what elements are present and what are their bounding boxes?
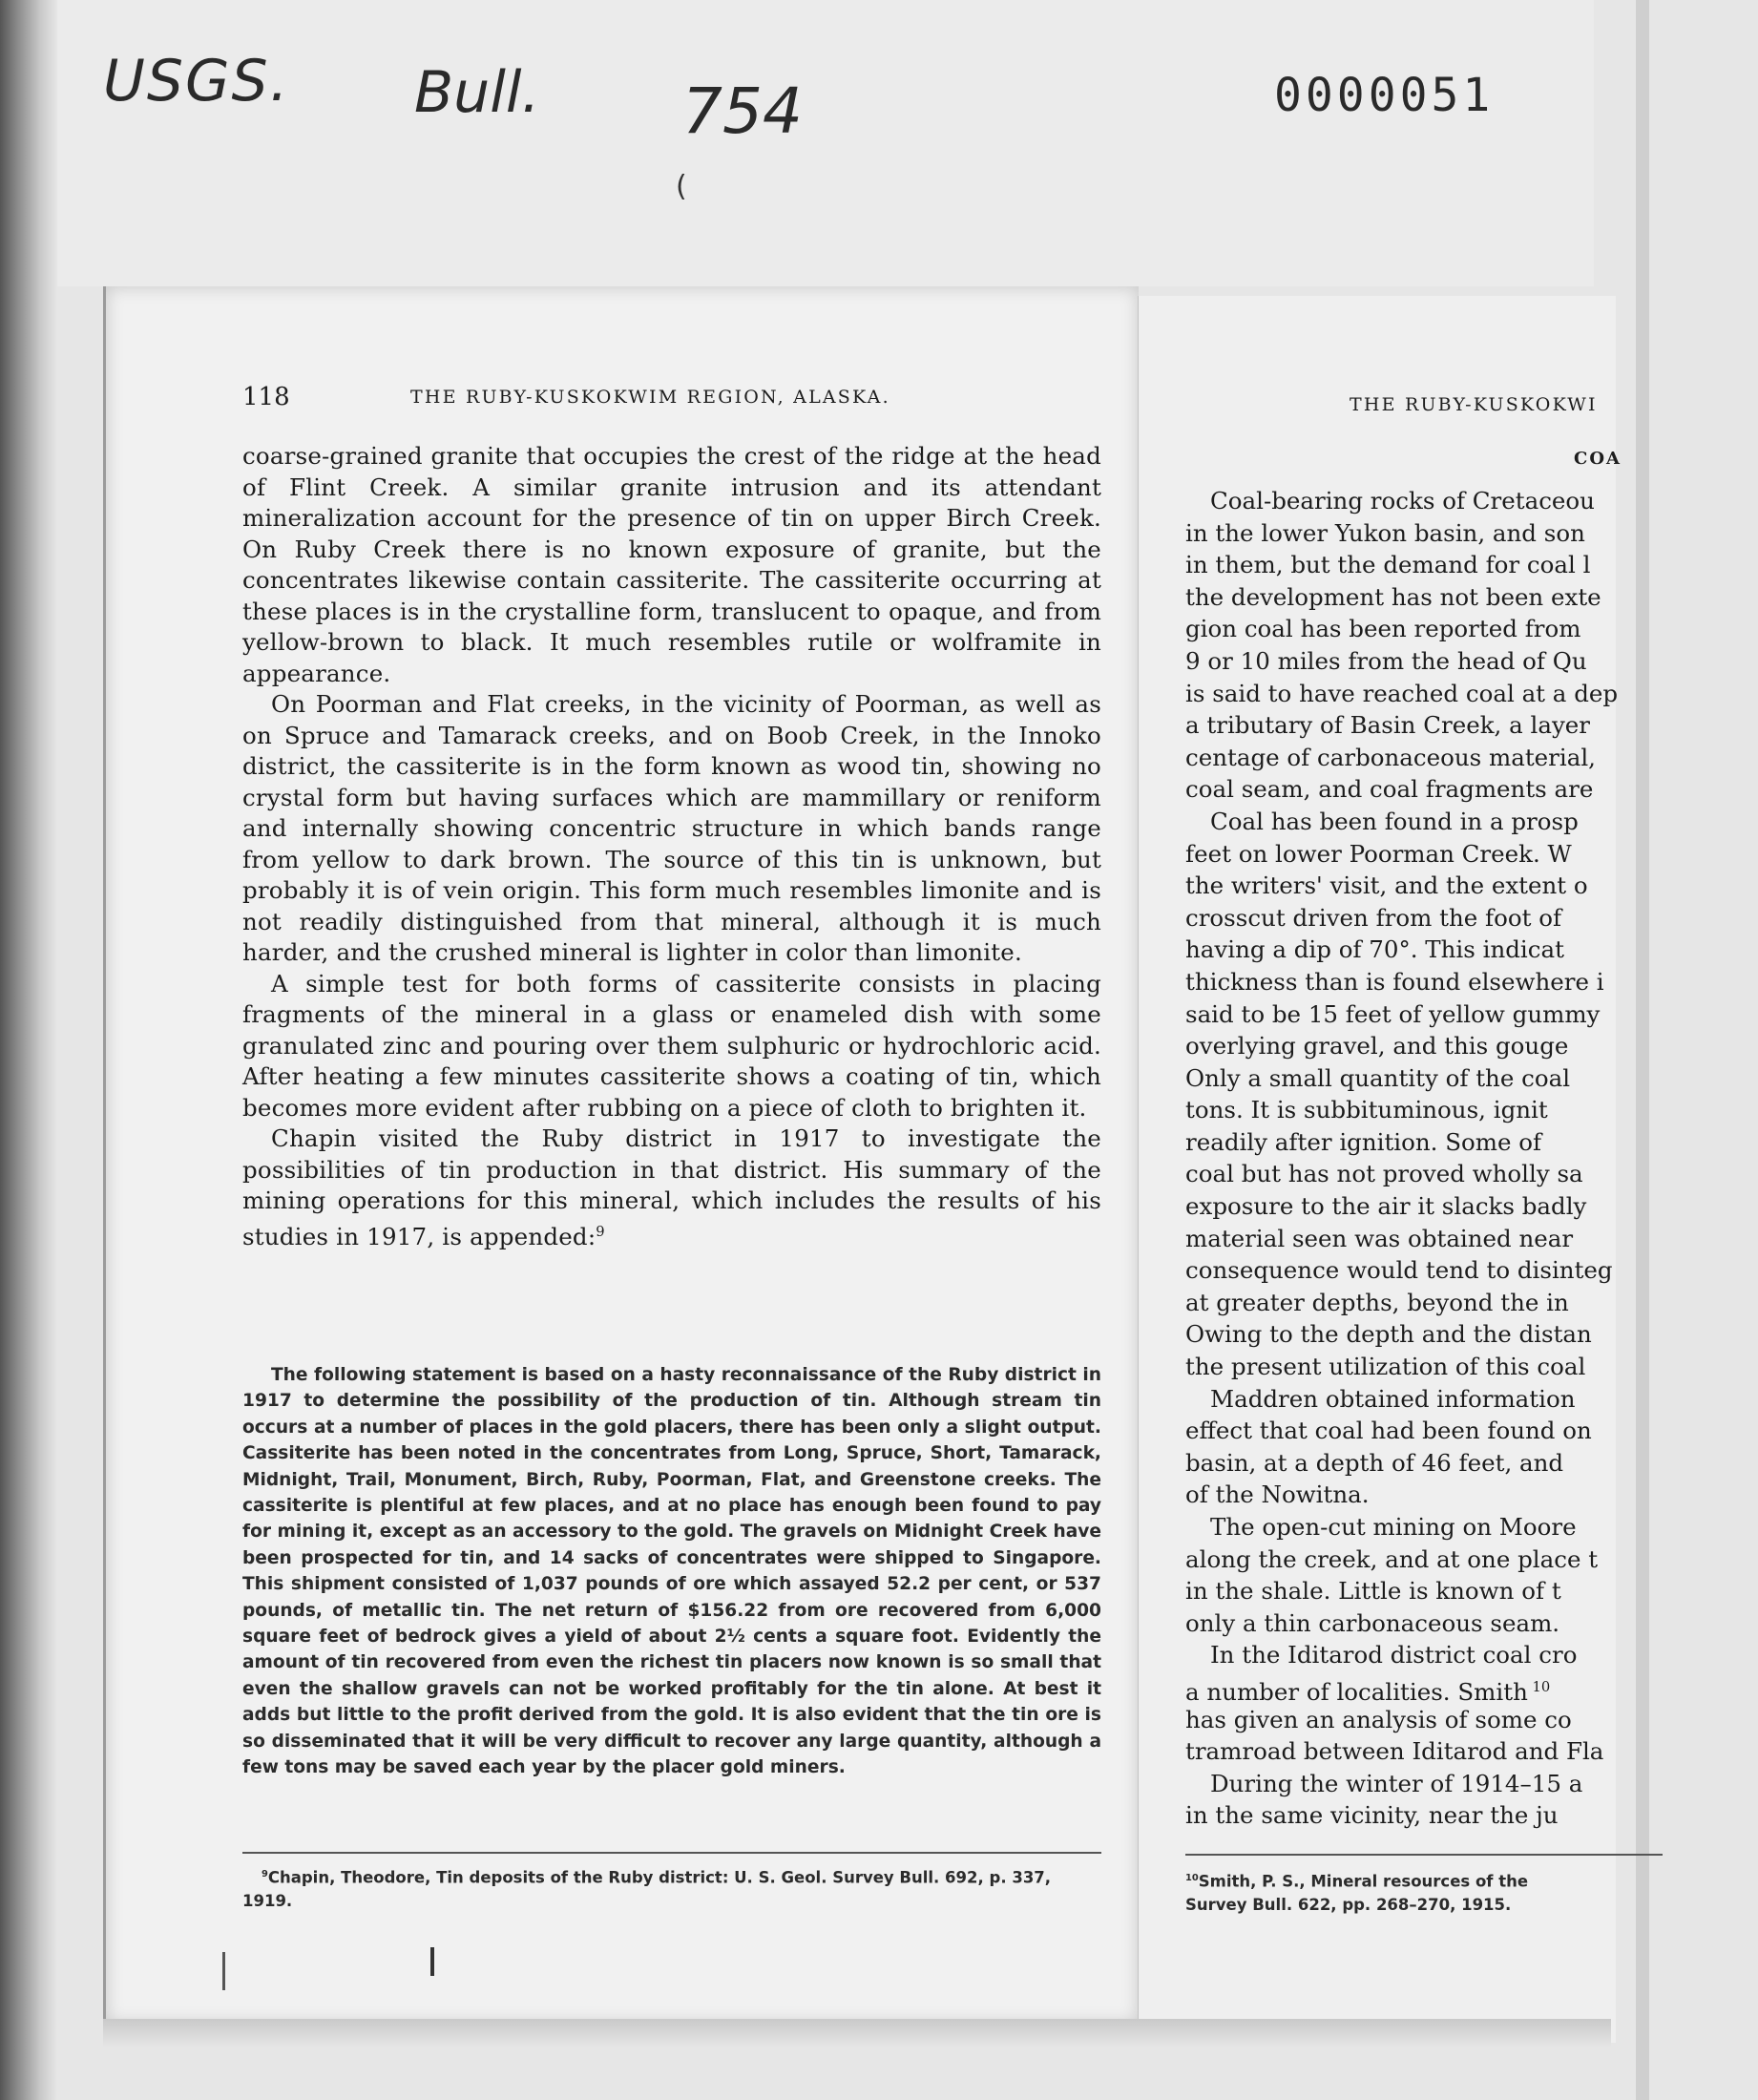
handwritten-bulletin-number: 754 [682,74,803,148]
right-text-line: thickness than is found elsewhere i [1185,967,1604,996]
right-text-line: in the shale. Little is known of t [1185,1577,1561,1606]
right-text-line: in the same vicinity, near the ju [1185,1801,1559,1830]
scan-left-shadow [0,0,57,2100]
margin-pencil-mark [222,1952,225,1990]
right-text-line: centage of carbonaceous material, [1185,743,1596,771]
right-footnote-rule [1185,1854,1663,1856]
block-quotation [242,1362,1101,1781]
handwritten-bull-label: Bull. [414,59,540,126]
footnote [242,1863,1101,1913]
right-text-line: crosscut driven from the foot of [1185,903,1562,932]
right-text-line: The open-cut mining on Moore [1210,1513,1577,1541]
right-text-line: basin, at a depth of 46 feet, and [1185,1448,1564,1477]
right-running-head: THE RUBY-KUSKOKWI [1350,394,1598,415]
scan-header-area [57,0,1594,286]
paragraph-4-text: Chapin visited the Ruby district in 1917 to investigate the possibilities of tin production in that district. His summary of the mining operations for this mineral, which includes the results of his studies in 1917, is appended: [242,1124,1101,1250]
right-text-line: of the Nowitna. [1185,1480,1370,1509]
right-section-head: COA [1574,449,1622,469]
right-text-line: Maddren obtained information [1210,1384,1576,1413]
right-text-line: a number of localities. Smith $^{10}$ [1185,1678,1551,1707]
right-text-line: exposure to the air it slacks badly [1185,1192,1587,1221]
right-text-line: a tributary of Basin Creek, a layer [1185,711,1591,740]
right-text-line: gion coal has been reported from [1185,615,1581,643]
right-text-line: having a dip of 70°. This indicat [1185,935,1564,964]
right-text-line: effect that coal had been found on [1185,1417,1592,1445]
running-head: THE RUBY-KUSKOKWIM REGION, ALASKA. [410,387,890,408]
left-book-page [103,286,1139,2024]
right-footnote-marker: 10 [1185,1873,1199,1883]
smith-footnote-reference: 10 [1527,1678,1551,1695]
footnote-reference: 9 [596,1223,605,1240]
right-text-line: along the creek, and at one place t [1185,1544,1599,1573]
body-text [242,441,1101,1252]
footnote-rule [242,1852,1101,1854]
right-text-line: coal seam, and coal fragments are [1185,775,1594,804]
page-number: 118 [242,383,290,411]
stamped-document-id: 0000051 [1274,69,1495,122]
right-body-text [1185,485,1758,1832]
margin-ink-mark [430,1947,434,1976]
paragraph-4 [242,1124,1101,1252]
right-text-line: tramroad between Iditarod and Fla [1185,1737,1604,1766]
right-text-line: Owing to the depth and the distan [1185,1320,1592,1349]
paragraph-1: coarse-grained granite that occupies the crest of the ridge at the head of Flint Creek. A similar granite intrusion and its attendant mineralization account for the presence of tin on upper Birch Creek. On Ruby Creek there is no known exposure of granite, but the concentrates likewise contain cassiterite. The cassiterite occurring at these places is in the crystalline form, translucent to opaque, and from yellow-brown to black. It much resembles rutile or wolframite in appearance. [242,442,1101,687]
pencil-mark: ( [676,170,687,203]
paragraph-2: On Poorman and Flat creeks, in the vicinity of Poorman, as well as on Spruce and Tamarack creeks, and on Boob Creek, in the Innoko district, the cassiterite is in the form known as wood tin, showing no crystal form but having surfaces which are mammillary or reniform and internally showing concentric structure in which bands range from yellow to dark brown. The source of this tin is unknown, but probably it is of vein origin. This form much resembles limonite and is not readily distinguished from that mineral, although it is much harder, and the crushed mineral is lighter in color than limonite. [242,690,1101,966]
right-text-line: at greater depths, beyond the in [1185,1288,1569,1316]
right-text-line: said to be 15 feet of yellow gummy [1185,999,1601,1028]
right-footnote [1185,1867,1758,1917]
right-text-line: Only a small quantity of the coal [1185,1063,1571,1092]
handwritten-series-label: USGS. [103,48,290,115]
right-book-page-cropped [1138,296,1622,2043]
right-text-line: Coal has been found in a prosp [1210,807,1579,835]
right-text-line: material seen was obtained near [1185,1224,1574,1252]
right-text-line: feet on lower Poorman Creek. W [1185,839,1572,868]
right-footnote-line-1: Smith, P. S., Mineral resources of the [1198,1872,1529,1891]
page-header [242,385,1197,413]
paragraph-3: A simple test for both forms of cassiterite consists in placing fragments of the mineral in a glass or enameled dish with some granulated zinc and pouring over them sulphuric or hydrochloric acid. After heating a few minutes cassiterite shows a coating of tin, which becomes more evident after rubbing on a piece of cloth to brighten it. [242,969,1101,1122]
right-text-line: In the Iditarod district coal cro [1210,1641,1578,1670]
right-text-line: the present utilization of this coal [1185,1353,1586,1381]
right-footnote-line-2: Survey Bull. 622, pp. 268–270, 1915. [1185,1895,1512,1914]
right-text-line: readily after ignition. Some of [1185,1127,1542,1156]
right-text-line: in them, but the demand for coal l [1185,551,1591,579]
right-text-line: the development has not been exte [1185,582,1601,611]
right-text-line: has given an analysis of some co [1185,1705,1572,1733]
right-text-line: overlying gravel, and this gouge [1185,1032,1569,1060]
quotation-text: The following statement is based on a hasty reconnaissance of the Ruby district in 1917 to determine the possibility of the production of tin. Although stream tin occurs at a number of places in the gold placers, there has been only a slight output. Cassiterite has been noted in the concentrates from Long, Spruce, Short, Tamarack, Midnight, Trail, Monument, Birch, Ruby, Poorman, Flat, and Greenstone creeks. The cassiterite is plentiful at few places, and at no place has enough been found to pay for mining it, except as an accessory to the gold. The gravels on Midnight Creek have been prospected for tin, and 14 sacks of concentrates were shipped to Singapore. This shipment consisted of 1,037 pounds of ore which assayed 52.2 per cent, or 537 pounds, of metallic tin. The net return of $156.22 from ore recovered from 6,000 square feet of bedrock gives a yield of about 2½ cents a square foot. Evidently the amount of tin recovered from even the richest tin placers now known is so small that even the shallow gravels can not be worked profitably for the tin alone. At best it adds but little to the profit derived from the gold. It is also evident that the tin ore is so disseminated that it will be very difficult to recover any large quantity, although a few tons may be saved each year by the placer gold miners. [242,1365,1101,1778]
right-text-line: is said to have reached coal at a dep [1185,679,1619,707]
scan-bottom-edge [103,2019,1611,2048]
right-text-line: During the winter of 1914–15 a [1210,1769,1583,1797]
right-text-line: the writers' visit, and the extent o [1185,872,1588,900]
right-text-line: coal but has not proved wholly sa [1185,1160,1583,1188]
right-text-line: Coal-bearing rocks of Cretaceou [1210,487,1595,514]
right-text-line: only a thin carbonaceous seam. [1185,1608,1560,1637]
right-text-line: 9 or 10 miles from the head of Qu [1185,646,1587,675]
right-text-line: in the lower Yukon basin, and son [1185,518,1585,547]
footnote-text: Chapin, Theodore, Tin deposits of the Ruby district: U. S. Geol. Survey Bull. 692, p. 337, 1919. [242,1868,1052,1910]
footnote-marker: 9 [262,1869,268,1880]
right-text-line: tons. It is subbituminous, ignit [1185,1096,1548,1124]
right-text-line: consequence would tend to disinteg [1185,1256,1613,1285]
